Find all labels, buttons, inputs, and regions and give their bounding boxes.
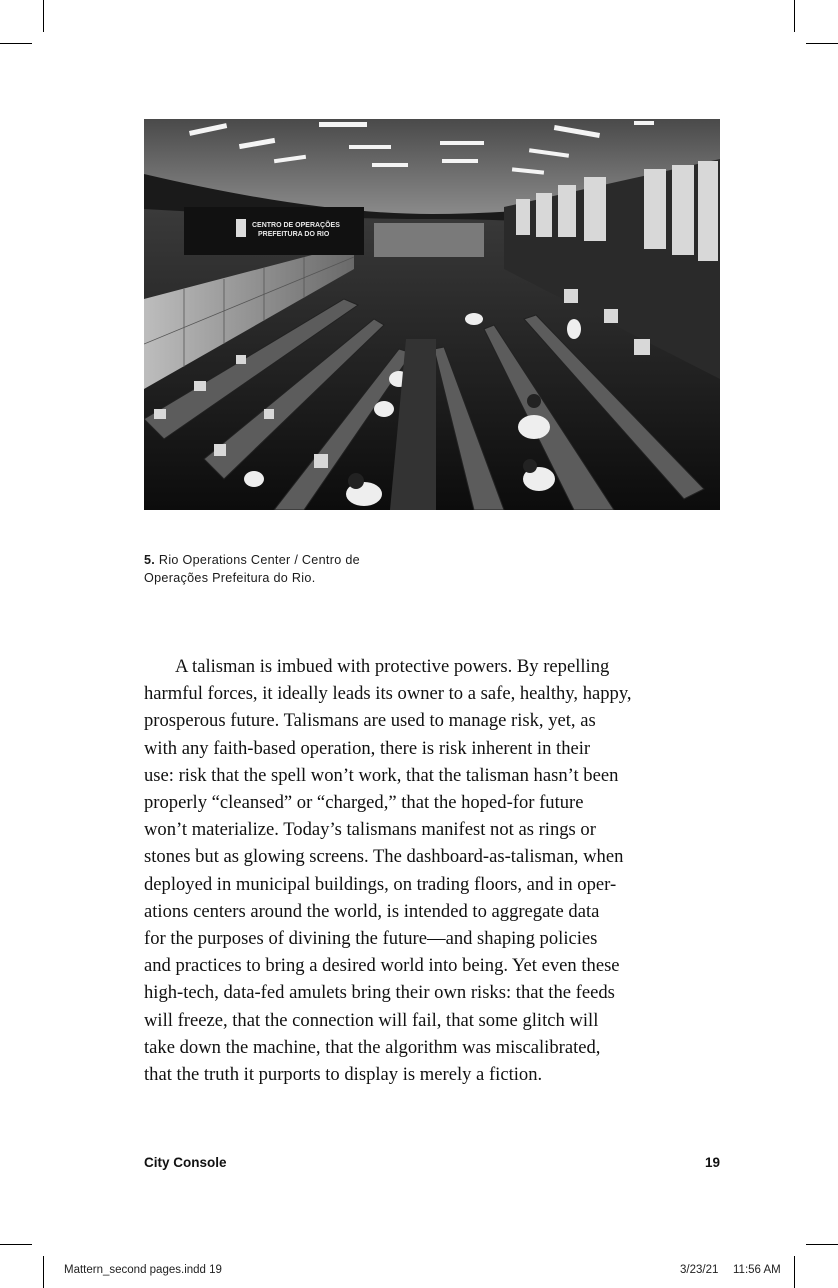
crop-mark-bottom-left-vertical xyxy=(43,1256,44,1288)
crop-mark-top-left-vertical xyxy=(43,0,44,32)
crop-mark-bottom-right-vertical xyxy=(794,1256,795,1288)
figure-caption xyxy=(144,551,444,587)
body-line: properly “cleansed” or “charged,” that the hoped-for future xyxy=(144,792,584,814)
slug-date: 3/23/21 xyxy=(680,1264,719,1276)
body-line: that the truth it purports to display is merely a fiction. xyxy=(144,1064,543,1086)
body-line: stones but as glowing screens. The dashboard-as-talisman, when xyxy=(144,846,624,868)
sign-line-2: PREFEITURA DO RIO xyxy=(258,231,330,238)
crop-mark-top-right-horizontal xyxy=(806,43,838,44)
crop-mark-bottom-left-horizontal xyxy=(0,1244,32,1245)
slug-time: 11:56 AM xyxy=(733,1264,781,1276)
body-paragraph xyxy=(144,653,722,1088)
body-line: with any faith-based operation, there is risk inherent in their xyxy=(144,737,591,759)
body-line: prosperous future. Talismans are used to manage risk, yet, as xyxy=(144,710,596,732)
body-line: use: risk that the spell won’t work, that the talisman hasn’t been xyxy=(144,764,619,786)
crop-mark-top-right-vertical xyxy=(794,0,795,32)
caption-text-1: Rio Operations Center / Centro de xyxy=(158,553,360,567)
city-crest-icon xyxy=(236,219,246,237)
body-line: high-tech, data-fed amulets bring their own risks: that the feeds xyxy=(144,982,615,1004)
caption-number: 5. xyxy=(144,553,156,567)
body-line: will freeze, that the connection will fail, that some glitch will xyxy=(144,1009,599,1031)
body-line: for the purposes of divining the future—and shaping policies xyxy=(144,928,598,950)
body-line: take down the machine, that the algorithm was miscalibrated, xyxy=(144,1036,601,1058)
slug-filename: Mattern_second pages.indd 19 xyxy=(64,1264,222,1276)
sign-line-1: CENTRO DE OPERAÇÕES xyxy=(252,222,340,229)
running-head: City Console xyxy=(144,1155,227,1170)
body-line: deployed in municipal buildings, on trading floors, and in oper- xyxy=(144,873,617,895)
body-line: won’t materialize. Today’s talismans manifest not as rings or xyxy=(144,819,596,841)
figure-photo xyxy=(144,119,720,510)
body-line: A talisman is imbued with protective powers. By repelling xyxy=(175,656,610,677)
body-line: and practices to bring a desired world into being. Yet even these xyxy=(144,955,620,977)
page-number: 19 xyxy=(704,1155,720,1170)
body-line: harmful forces, it ideally leads its owner to a safe, healthy, happy, xyxy=(144,683,632,705)
caption-first-line xyxy=(144,551,444,569)
body-line: ations centers around the world, is intended to aggregate data xyxy=(144,900,600,922)
caption-text-2: Operações Prefeitura do Rio. xyxy=(144,571,316,585)
crop-mark-top-left-horizontal xyxy=(0,43,32,44)
operations-center-illustration xyxy=(144,119,720,510)
crop-mark-bottom-right-horizontal xyxy=(806,1244,838,1245)
